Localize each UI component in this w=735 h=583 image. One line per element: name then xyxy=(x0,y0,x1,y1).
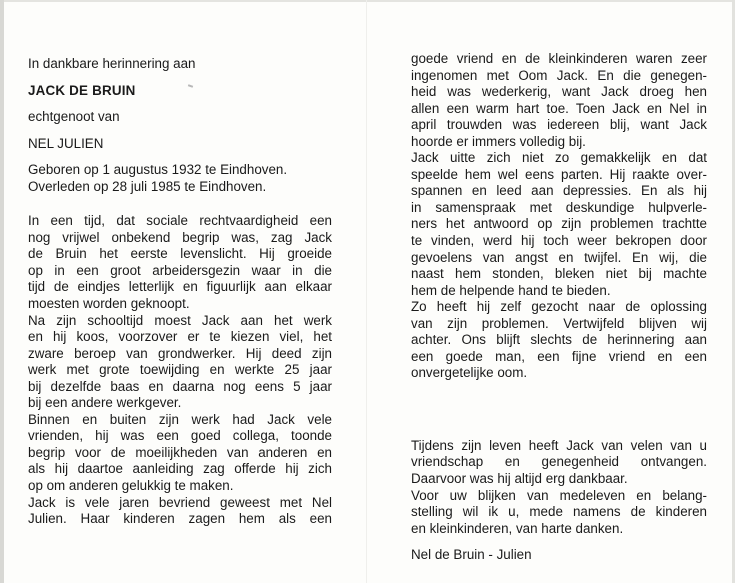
text-line: naast hem stonden, bleken niet bij machte xyxy=(411,266,707,282)
right-paragraph-1 xyxy=(411,51,707,150)
deceased-name: JACK DE BRUIN xyxy=(28,82,136,98)
text-line: als hij daartoe aanleiding zag offerde hij zich xyxy=(28,461,332,477)
text-line: bij een andere werkgever. xyxy=(28,395,182,411)
text-line: vrienden, hij was een goed collega, toonde xyxy=(28,428,332,444)
text-line: bij dezelfde baas en daarna nog eens 5 jaar xyxy=(28,378,332,394)
text-line: vriendschap en genegenheid ontvangen. xyxy=(411,454,707,470)
left-column xyxy=(28,56,332,528)
text-line: zware beroep van grondwerker. Hij deed zijn xyxy=(28,345,332,361)
relation-text: echtgenoot van xyxy=(28,109,120,125)
text-line: Daarvoor was hij altijd erg dankbaar. xyxy=(411,471,628,487)
text-line: op in een groot arbeidersgezin waar in die xyxy=(28,262,332,278)
text-line: hem de helpende hand te bieden. xyxy=(411,282,611,298)
right-paragraph-4 xyxy=(411,438,707,488)
text-line: nog vrijwel onbekend begrip was, zag Jack xyxy=(28,229,332,245)
left-paragraph-4 xyxy=(28,495,332,528)
text-line: ingenomen met Oom Jack. En die genegen- xyxy=(411,67,707,83)
text-line: allen een warm hart toe. Toen Jack en Nel in xyxy=(411,100,707,116)
left-paragraph-2 xyxy=(28,313,332,412)
text-line: moesten worden geknoopt. xyxy=(28,296,190,312)
birth-line: Geboren op 1 augustus 1932 te Eindhoven. xyxy=(28,162,288,178)
right-column xyxy=(411,51,707,564)
text-line: speelde hem wel eens parten. Hij raakte over- xyxy=(411,166,707,182)
intro-text: In dankbare herinnering aan xyxy=(28,56,196,71)
right-paragraph-5 xyxy=(411,488,707,538)
left-paragraph-1 xyxy=(28,213,332,312)
card-edge-left xyxy=(0,0,4,583)
signature: Nel de Bruin - Julien xyxy=(411,547,532,563)
death-line: Overleden op 28 juli 1985 te Eindhoven. xyxy=(28,178,267,194)
text-line: heid was wederkerig, want Jack droeg hen xyxy=(411,84,707,100)
right-paragraph-2 xyxy=(411,150,707,299)
text-line: een goede man, een fijne vriend en een xyxy=(411,348,707,364)
text-line: stelling wil ik u, mede namens de kinderen xyxy=(411,504,707,520)
text-line: van zijn problemen. Vertwijfeld blijven wij xyxy=(411,315,707,331)
text-line: Jack is vele jaren bevriend geweest met Nel xyxy=(28,494,332,510)
card-edge-top xyxy=(0,0,735,2)
text-line: goede vriend en de kleinkinderen waren zeer xyxy=(411,51,707,66)
spouse-name: NEL JULIEN xyxy=(28,135,104,151)
text-line: gevoelens van angst en twijfel. En wij, die xyxy=(411,249,707,265)
text-line: op om anderen gelukkig te maken. xyxy=(28,478,234,494)
right-paragraph-3 xyxy=(411,299,707,382)
text-line: de Bruin het eerste levenslicht. Hij groeide xyxy=(28,246,332,262)
text-line: Tijdens zijn leven heeft Jack van velen van u xyxy=(411,437,707,453)
text-line: spannen en leed aan depressies. En als hij xyxy=(411,183,707,199)
text-line: Voor uw blijken van medeleven en belang- xyxy=(411,487,707,503)
text-line: Julien. Haar kinderen zagen hem als een xyxy=(28,511,332,527)
text-line: Binnen en buiten zijn werk had Jack vele xyxy=(28,411,332,427)
card-fold-line xyxy=(366,0,367,583)
text-line: werk met grote toewijding en werkte 25 jaar xyxy=(28,362,332,378)
text-line: en hij koos, voorzover er te kiezen viel, het xyxy=(28,329,332,345)
text-line: Jack uitte zich niet zo gemakkelijk en dat xyxy=(411,150,707,166)
text-line: In een tijd, dat sociale rechtvaardigheid een xyxy=(28,213,332,229)
text-line: Na zijn schooltijd moest Jack aan het werk xyxy=(28,312,332,328)
text-line: ners het antwoord op zijn problemen trachtte xyxy=(411,216,707,232)
text-line: te vinden, werd hij toch weer bekropen door xyxy=(411,233,707,249)
text-line: achter. Ons blijft slechts de herinnering aan xyxy=(411,332,707,348)
text-line: Zo heeft hij zelf gezocht naar de oplossing xyxy=(411,299,707,315)
left-paragraph-3 xyxy=(28,412,332,495)
text-line: en kleinkinderen, van harte danken. xyxy=(411,520,624,536)
text-line: hoorde er immers volledig bij. xyxy=(411,133,586,149)
text-line: in samenspraak met deskundige hulpverle- xyxy=(411,199,707,215)
text-line: april trouwden was iedereen blij, want Jack xyxy=(411,117,707,133)
text-line: onvergetelijke oom. xyxy=(411,365,528,381)
text-line: begrip voor de moeilijkheden van anderen en xyxy=(28,444,332,460)
text-line: tijd de eindjes letterlijk en figuurlijk aan elkaar xyxy=(28,279,332,295)
